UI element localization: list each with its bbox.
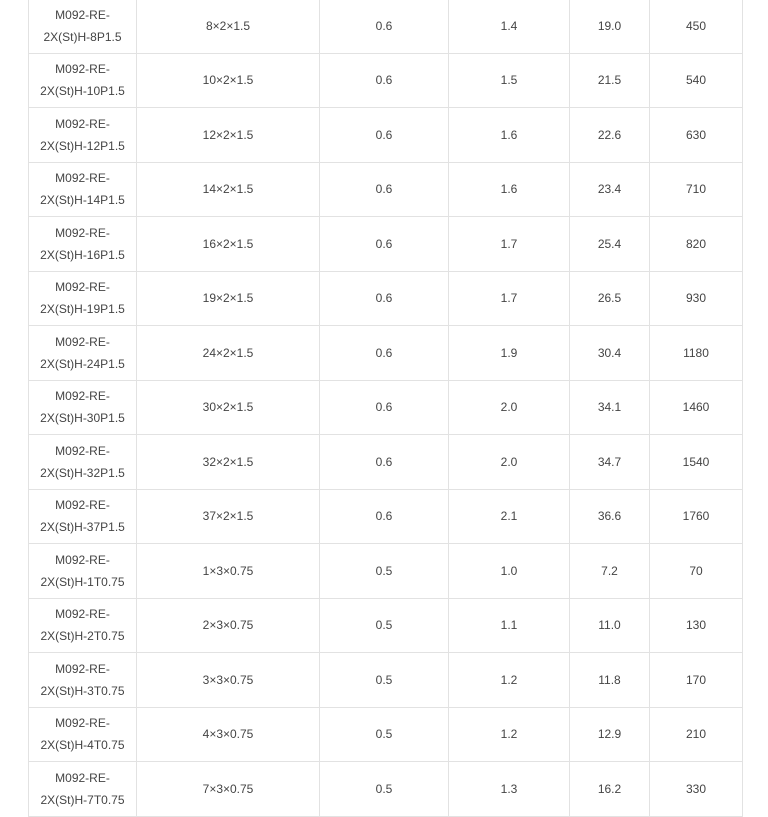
- cell-model: [29, 598, 137, 653]
- cable-spec-table-container: [28, 0, 742, 817]
- cell-outer-diameter: 36.6: [570, 489, 650, 544]
- cell-model: [29, 217, 137, 272]
- model-line: 2X(St)H-14P1.5: [40, 193, 125, 208]
- cell-cores: 2×3×0.75: [137, 598, 320, 653]
- cell-cores: 19×2×1.5: [137, 271, 320, 326]
- cell-sheath-thickness: 2.0: [449, 380, 570, 435]
- model-line: 2X(St)H-1T0.75: [40, 574, 125, 589]
- cell-weight: 1460: [650, 380, 743, 435]
- table-row: [29, 162, 743, 217]
- model-line: M092-RE-: [55, 225, 110, 240]
- cell-insulation-thickness: 0.6: [320, 435, 449, 490]
- cell-cores: 16×2×1.5: [137, 217, 320, 272]
- table-row: [29, 0, 743, 53]
- cell-insulation-thickness: 0.5: [320, 762, 449, 817]
- model-text: [33, 712, 133, 756]
- cell-cores: 1×3×0.75: [137, 544, 320, 599]
- model-line: M092-RE-: [55, 552, 110, 567]
- table-row: [29, 598, 743, 653]
- cell-insulation-thickness: 0.6: [320, 380, 449, 435]
- model-line: 2X(St)H-16P1.5: [40, 247, 125, 262]
- model-text: [33, 385, 133, 429]
- table-row: [29, 762, 743, 817]
- model-line: M092-RE-: [55, 334, 110, 349]
- model-line: M092-RE-: [55, 7, 110, 22]
- cell-outer-diameter: 34.7: [570, 435, 650, 490]
- cell-weight: 210: [650, 707, 743, 762]
- cell-insulation-thickness: 0.5: [320, 544, 449, 599]
- cell-outer-diameter: 7.2: [570, 544, 650, 599]
- model-line: M092-RE-: [55, 443, 110, 458]
- cell-cores: 8×2×1.5: [137, 0, 320, 53]
- cell-cores: 14×2×1.5: [137, 162, 320, 217]
- cell-sheath-thickness: 1.6: [449, 108, 570, 163]
- cell-weight: 540: [650, 53, 743, 108]
- model-line: 2X(St)H-12P1.5: [40, 138, 125, 153]
- cell-cores: 3×3×0.75: [137, 653, 320, 708]
- cell-outer-diameter: 25.4: [570, 217, 650, 272]
- table-row: [29, 653, 743, 708]
- cell-weight: 450: [650, 0, 743, 53]
- cell-model: [29, 326, 137, 381]
- cell-model: [29, 53, 137, 108]
- model-text: [33, 767, 133, 811]
- cell-sheath-thickness: 2.0: [449, 435, 570, 490]
- cell-model: [29, 162, 137, 217]
- cell-sheath-thickness: 1.7: [449, 217, 570, 272]
- cell-cores: 4×3×0.75: [137, 707, 320, 762]
- cell-weight: 70: [650, 544, 743, 599]
- cell-model: [29, 544, 137, 599]
- model-text: [33, 113, 133, 157]
- cell-outer-diameter: 11.0: [570, 598, 650, 653]
- cell-outer-diameter: 16.2: [570, 762, 650, 817]
- cell-cores: 12×2×1.5: [137, 108, 320, 163]
- model-line: M092-RE-: [55, 171, 110, 186]
- cell-outer-diameter: 30.4: [570, 326, 650, 381]
- cell-insulation-thickness: 0.6: [320, 217, 449, 272]
- model-text: [33, 167, 133, 211]
- cell-sheath-thickness: 1.0: [449, 544, 570, 599]
- model-line: M092-RE-: [55, 389, 110, 404]
- model-line: M092-RE-: [55, 498, 110, 513]
- model-text: [33, 603, 133, 647]
- model-line: 2X(St)H-37P1.5: [40, 520, 125, 535]
- cell-weight: 130: [650, 598, 743, 653]
- cell-weight: 1180: [650, 326, 743, 381]
- model-line: M092-RE-: [55, 716, 110, 731]
- model-text: [33, 58, 133, 102]
- cable-spec-table: [28, 0, 743, 817]
- model-line: M092-RE-: [55, 62, 110, 77]
- model-line: M092-RE-: [55, 116, 110, 131]
- cell-weight: 1540: [650, 435, 743, 490]
- model-text: [33, 440, 133, 484]
- cell-sheath-thickness: 1.1: [449, 598, 570, 653]
- model-line: 2X(St)H-3T0.75: [40, 683, 125, 698]
- table-row: [29, 435, 743, 490]
- table-row: [29, 380, 743, 435]
- model-text: [33, 331, 133, 375]
- cell-sheath-thickness: 2.1: [449, 489, 570, 544]
- cell-outer-diameter: 19.0: [570, 0, 650, 53]
- cell-weight: 170: [650, 653, 743, 708]
- cell-outer-diameter: 21.5: [570, 53, 650, 108]
- cell-weight: 330: [650, 762, 743, 817]
- model-line: 2X(St)H-24P1.5: [40, 356, 125, 371]
- cell-outer-diameter: 12.9: [570, 707, 650, 762]
- model-line: 2X(St)H-30P1.5: [40, 411, 125, 426]
- table-row: [29, 489, 743, 544]
- model-text: [33, 222, 133, 266]
- table-row: [29, 544, 743, 599]
- cell-insulation-thickness: 0.6: [320, 0, 449, 53]
- cell-insulation-thickness: 0.5: [320, 598, 449, 653]
- cell-cores: 37×2×1.5: [137, 489, 320, 544]
- model-line: M092-RE-: [55, 661, 110, 676]
- model-line: M092-RE-: [55, 607, 110, 622]
- cell-cores: 24×2×1.5: [137, 326, 320, 381]
- table-row: [29, 271, 743, 326]
- cell-weight: 1760: [650, 489, 743, 544]
- cell-insulation-thickness: 0.6: [320, 53, 449, 108]
- cell-sheath-thickness: 1.2: [449, 707, 570, 762]
- cell-model: [29, 271, 137, 326]
- model-text: [33, 4, 133, 48]
- cell-model: [29, 108, 137, 163]
- cell-outer-diameter: 26.5: [570, 271, 650, 326]
- cell-insulation-thickness: 0.6: [320, 108, 449, 163]
- cell-sheath-thickness: 1.9: [449, 326, 570, 381]
- cell-insulation-thickness: 0.6: [320, 489, 449, 544]
- table-row: [29, 53, 743, 108]
- table-body: [29, 0, 743, 816]
- model-line: 2X(St)H-32P1.5: [40, 465, 125, 480]
- cell-sheath-thickness: 1.6: [449, 162, 570, 217]
- model-line: 2X(St)H-8P1.5: [43, 29, 122, 44]
- cell-insulation-thickness: 0.5: [320, 707, 449, 762]
- cell-cores: 30×2×1.5: [137, 380, 320, 435]
- cell-model: [29, 653, 137, 708]
- cell-model: [29, 762, 137, 817]
- cell-model: [29, 435, 137, 490]
- model-line: 2X(St)H-19P1.5: [40, 302, 125, 317]
- cell-weight: 820: [650, 217, 743, 272]
- cell-insulation-thickness: 0.6: [320, 271, 449, 326]
- cell-sheath-thickness: 1.2: [449, 653, 570, 708]
- table-row: [29, 108, 743, 163]
- cell-insulation-thickness: 0.6: [320, 326, 449, 381]
- cell-model: [29, 707, 137, 762]
- model-line: 2X(St)H-4T0.75: [40, 738, 125, 753]
- cell-weight: 630: [650, 108, 743, 163]
- cell-cores: 32×2×1.5: [137, 435, 320, 490]
- cell-cores: 10×2×1.5: [137, 53, 320, 108]
- model-line: 2X(St)H-7T0.75: [40, 792, 125, 807]
- cell-weight: 930: [650, 271, 743, 326]
- cell-insulation-thickness: 0.6: [320, 162, 449, 217]
- cell-sheath-thickness: 1.4: [449, 0, 570, 53]
- model-text: [33, 549, 133, 593]
- model-text: [33, 658, 133, 702]
- cell-model: [29, 380, 137, 435]
- cell-model: [29, 0, 137, 53]
- cell-model: [29, 489, 137, 544]
- model-line: M092-RE-: [55, 770, 110, 785]
- table-row: [29, 707, 743, 762]
- cell-outer-diameter: 11.8: [570, 653, 650, 708]
- cell-outer-diameter: 23.4: [570, 162, 650, 217]
- cell-insulation-thickness: 0.5: [320, 653, 449, 708]
- model-line: 2X(St)H-10P1.5: [40, 84, 125, 99]
- cell-cores: 7×3×0.75: [137, 762, 320, 817]
- cell-outer-diameter: 34.1: [570, 380, 650, 435]
- table-row: [29, 326, 743, 381]
- cell-sheath-thickness: 1.7: [449, 271, 570, 326]
- table-row: [29, 217, 743, 272]
- cell-sheath-thickness: 1.5: [449, 53, 570, 108]
- model-text: [33, 276, 133, 320]
- cell-weight: 710: [650, 162, 743, 217]
- model-line: M092-RE-: [55, 280, 110, 295]
- model-line: 2X(St)H-2T0.75: [40, 629, 125, 644]
- cell-outer-diameter: 22.6: [570, 108, 650, 163]
- cell-sheath-thickness: 1.3: [449, 762, 570, 817]
- model-text: [33, 494, 133, 538]
